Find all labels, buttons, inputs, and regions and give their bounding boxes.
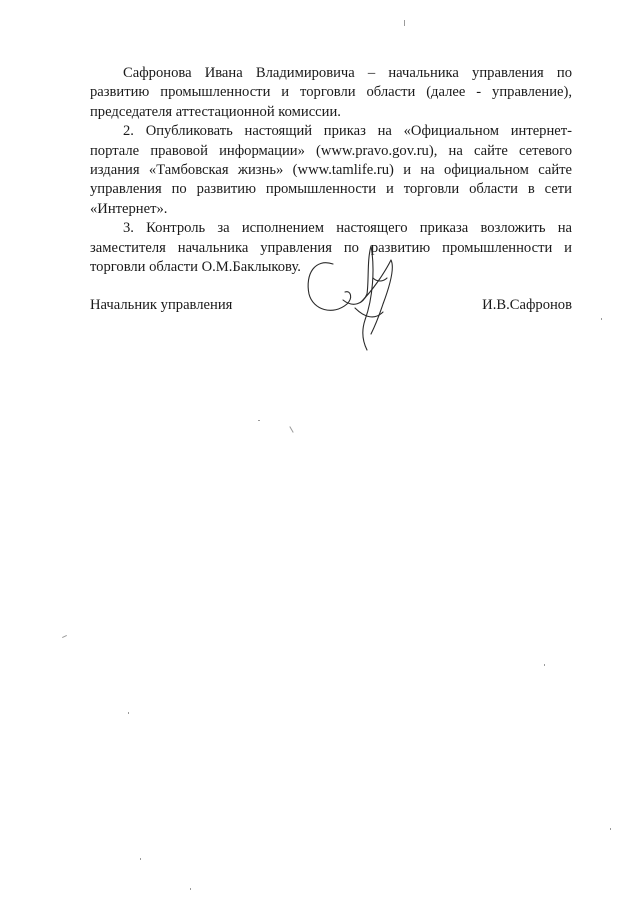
scan-speck <box>62 635 67 638</box>
paragraph-publication: 2. Опубликовать настоящий приказ на «Официальном интернет-портале правовой информации» (www.pravo.gov.ru), на сайте сетевого издания «Тамбовская жизнь» (www.tamlife.ru) и на официальном сайте управления по развитию промышленности и торговли области в сети «Интернет». <box>90 123 572 217</box>
handwritten-signature <box>303 238 403 354</box>
scan-speck <box>190 888 191 890</box>
scan-speck <box>140 858 141 860</box>
signatory-name: И.В.Сафронов <box>482 297 572 313</box>
scan-speck <box>601 318 602 320</box>
scan-speck <box>289 426 293 433</box>
signatory-position: Начальник управления <box>90 297 233 313</box>
scan-speck <box>128 712 129 714</box>
paragraph-control: 3. Контроль за исполнением настоящего приказа возложить на заместителя начальника управления по развитию промышленности и торговли области О.М.Баклыкову. <box>90 220 572 276</box>
scan-speck <box>258 420 260 421</box>
paragraph-commission-chair: Сафронова Ивана Владимировича – начальника управления по развитию промышленности и торговли области (далее - управление), председателя аттестационной комиссии. <box>90 65 572 120</box>
scan-speck <box>610 828 611 830</box>
scan-speck <box>404 20 405 26</box>
scan-speck <box>544 664 545 666</box>
